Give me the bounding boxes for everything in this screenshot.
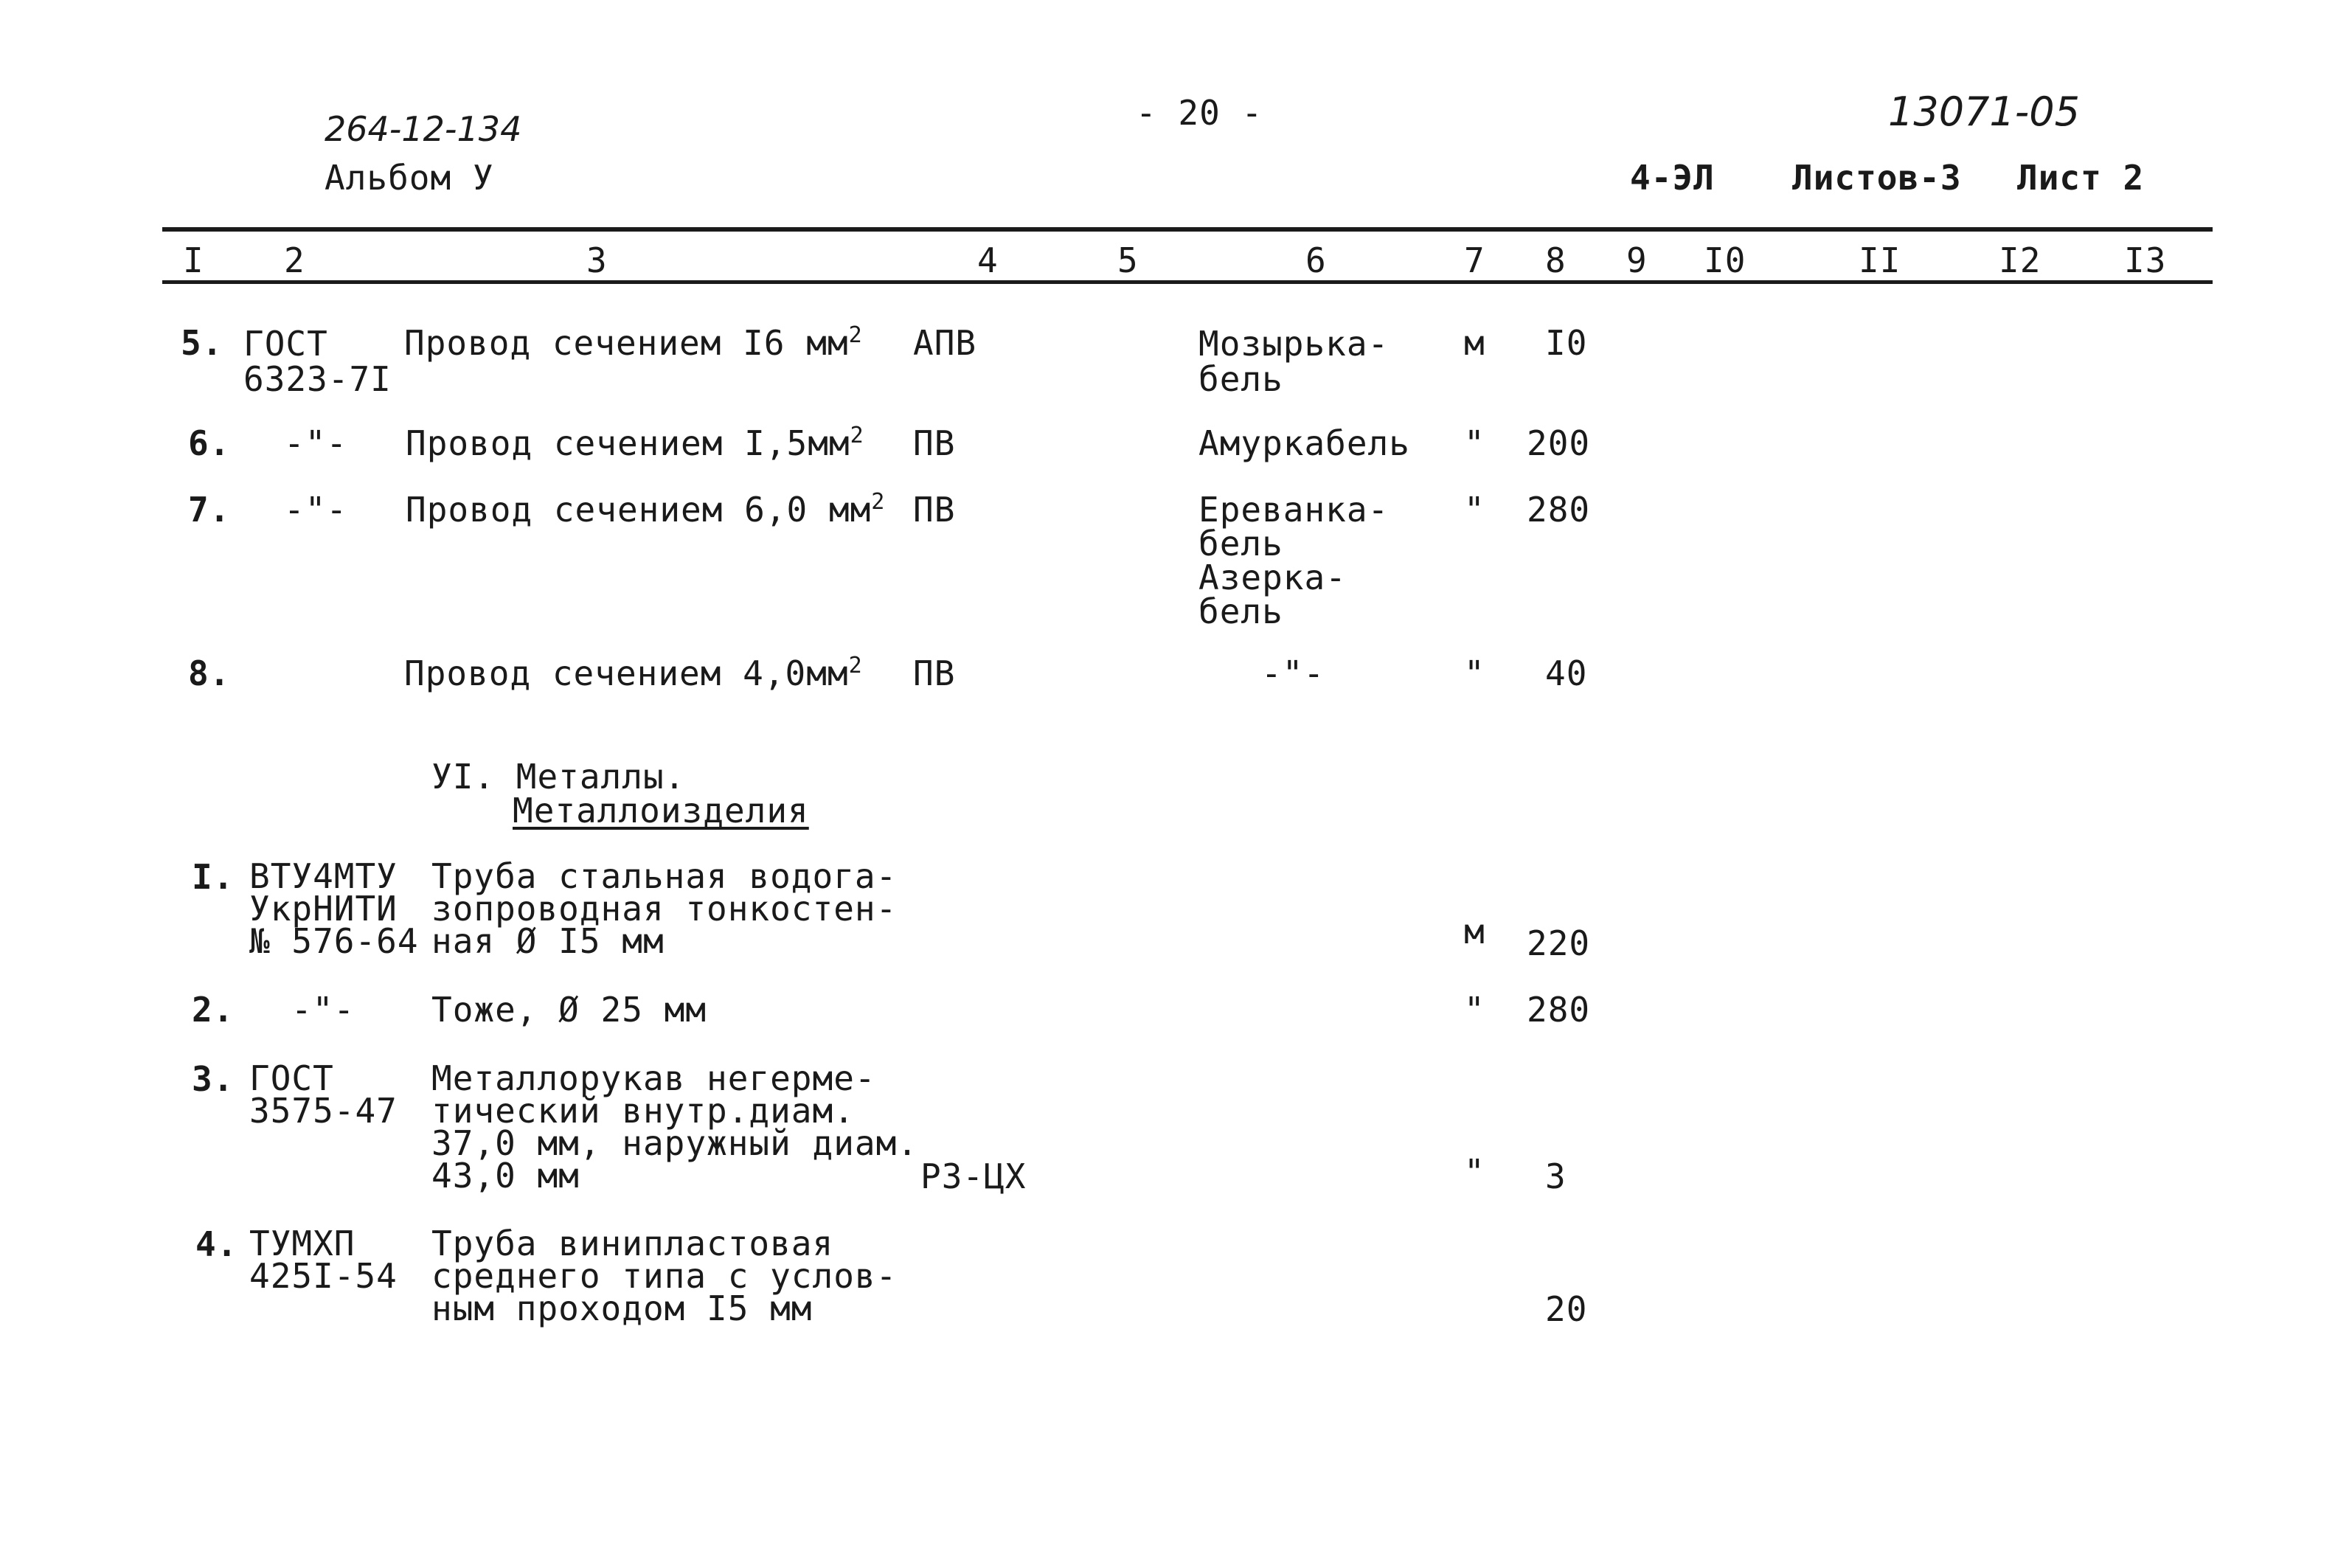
manufacturer-cell: Мозырька- бель bbox=[1198, 324, 1390, 399]
column-header: 8 bbox=[1545, 240, 1567, 280]
sheet-number: Лист 2 bbox=[2017, 158, 2145, 198]
quantity-cell: 280 bbox=[1527, 490, 1591, 530]
standard-cell: -"- bbox=[291, 990, 355, 1030]
column-header: I3 bbox=[2124, 240, 2167, 280]
row-number: 2. bbox=[192, 990, 235, 1030]
row-number: 5. bbox=[181, 323, 223, 363]
description-cell: Труба винипластовая среднего типа с услов- ным проходом I5 мм bbox=[431, 1224, 898, 1328]
quantity-cell: 280 bbox=[1527, 990, 1591, 1030]
type-cell: РЗ-ЦХ bbox=[920, 1156, 1027, 1196]
standard-cell: -"- bbox=[284, 423, 348, 463]
quantity-cell: 40 bbox=[1545, 653, 1588, 693]
unit-cell: " bbox=[1464, 423, 1485, 463]
type-cell: ПВ bbox=[913, 423, 956, 463]
standard-cell: ГОСТ 3575-47 bbox=[249, 1058, 398, 1131]
sheets-total: Листов-3 bbox=[1792, 158, 1962, 198]
description-cell: Провод сечением $4,0мм^2$ bbox=[404, 653, 863, 693]
quantity-cell: 220 bbox=[1527, 923, 1591, 963]
column-header: 3 bbox=[586, 240, 608, 280]
column-header: 4 bbox=[977, 240, 999, 280]
header-bottom-rule bbox=[162, 280, 2213, 284]
description-cell: Провод сечением 6,0 $мм^2$ bbox=[406, 489, 886, 530]
row-number: 4. bbox=[195, 1224, 238, 1264]
row-number: I. bbox=[192, 857, 235, 897]
standard-cell: -"- bbox=[284, 490, 348, 530]
unit-cell: " bbox=[1464, 490, 1485, 530]
document-mark: 4-ЭЛ bbox=[1630, 158, 1715, 198]
column-header: I bbox=[183, 240, 204, 280]
column-header: I0 bbox=[1704, 240, 1746, 280]
unit-cell: " bbox=[1464, 1152, 1485, 1192]
column-header: 5 bbox=[1117, 240, 1139, 280]
column-header: 6 bbox=[1305, 240, 1327, 280]
quantity-cell: I0 bbox=[1545, 323, 1588, 363]
document-code: 264-12-134 bbox=[325, 109, 522, 149]
document-number: 13071-05 bbox=[1888, 89, 2080, 135]
description-cell: Провод сечением I6 $мм^2$ bbox=[404, 322, 863, 363]
quantity-cell: 20 bbox=[1545, 1289, 1588, 1329]
album-label: Альбом У bbox=[325, 158, 494, 198]
row-number: 6. bbox=[188, 423, 231, 463]
section-heading: УI. Металлы. Металлоизделия bbox=[431, 757, 809, 830]
manufacturer-cell: Ереванка- бель Азерка- бель bbox=[1198, 490, 1390, 631]
standard-cell: ТУМХП 425I-54 bbox=[249, 1224, 398, 1296]
standard-cell: ВТУ4МТУ УкрНИТИ № 576-64 bbox=[249, 856, 419, 961]
column-header: 2 bbox=[284, 240, 305, 280]
quantity-cell: 200 bbox=[1527, 423, 1591, 463]
type-cell: ПВ bbox=[913, 490, 956, 530]
standard-cell: ГОСТ 6323-7I bbox=[243, 324, 392, 399]
manufacturer-cell: Амуркабель bbox=[1198, 423, 1410, 463]
column-header: I2 bbox=[1999, 240, 2041, 280]
description-cell: Тоже, Ø 25 мм bbox=[431, 990, 707, 1030]
header-top-rule bbox=[162, 227, 2213, 232]
description-cell: Труба стальная водога- зопроводная тонкостен- ная Ø I5 мм bbox=[431, 856, 898, 961]
page-number: - 20 - bbox=[1136, 93, 1263, 133]
unit-cell: м bbox=[1464, 323, 1485, 363]
manufacturer-cell: -"- bbox=[1261, 653, 1325, 693]
column-header: 9 bbox=[1626, 240, 1648, 280]
description-cell: Провод сечением $I,5мм^2$ bbox=[406, 423, 864, 463]
description-cell: Металлорукав негерме- тический внутр.диам. 37,0 мм, наружный диам. 43,0 мм bbox=[431, 1058, 918, 1196]
type-cell: ПВ bbox=[913, 653, 956, 693]
type-cell: АПВ bbox=[913, 323, 977, 363]
quantity-cell: 3 bbox=[1545, 1156, 1567, 1196]
row-number: 3. bbox=[192, 1059, 235, 1099]
row-number: 8. bbox=[188, 653, 231, 693]
row-number: 7. bbox=[188, 490, 231, 530]
column-header: 7 bbox=[1464, 240, 1485, 280]
unit-cell: " bbox=[1464, 990, 1485, 1030]
unit-cell: " bbox=[1464, 653, 1485, 693]
unit-cell: м bbox=[1464, 912, 1485, 951]
column-header: II bbox=[1859, 240, 1901, 280]
